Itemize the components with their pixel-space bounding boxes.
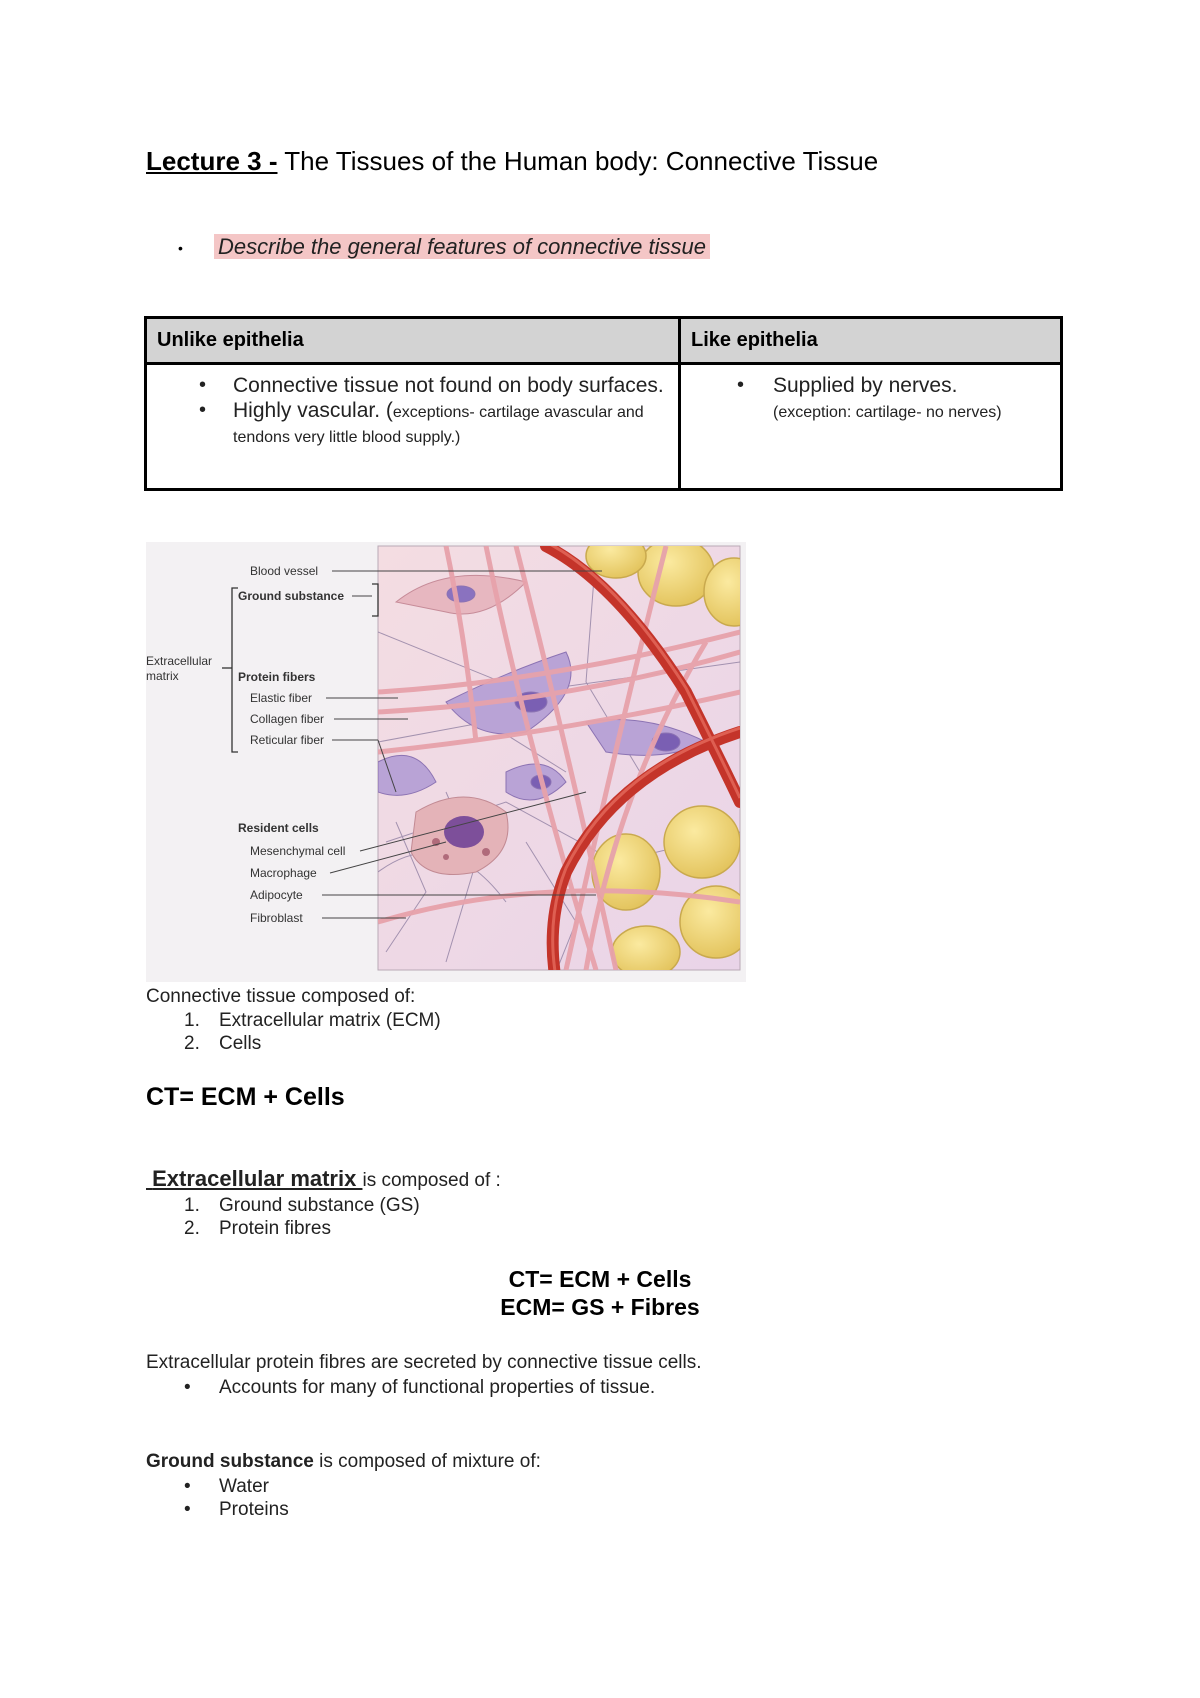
ground-substance-term: Ground substance [146, 1451, 314, 1472]
cell-unlike [146, 364, 680, 490]
equation-ct: CT= ECM + Cells [508, 1266, 692, 1292]
item-note: (exception: cartilage- no nerves) [773, 404, 1002, 421]
page-title [146, 146, 878, 177]
connective-tissue-illustration [146, 542, 746, 982]
learning-objective [178, 234, 710, 260]
item-text: Supplied by nerves. [773, 374, 958, 397]
list-item: 2. Protein fibres [184, 1218, 331, 1239]
cell-like [680, 364, 1062, 490]
item-text: Connective tissue not found on body surfaces. [233, 374, 664, 397]
unlike-list [157, 373, 668, 448]
label-collagen-fiber: Collagen fiber [250, 712, 325, 726]
list-item [691, 373, 1050, 423]
label-adipocyte: Adipocyte [250, 888, 303, 902]
list-item: 1. Ground substance (GS) [184, 1195, 420, 1216]
table-row [146, 364, 1062, 490]
label-blood-vessel: Blood vessel [250, 564, 319, 578]
list-item: • Water [146, 1475, 289, 1498]
item-text: Cells [219, 1033, 262, 1054]
ecm-term-text: Extracellular matrix [152, 1166, 363, 1191]
label-fibroblast: Fibroblast [250, 911, 303, 925]
label-extracellular-2: matrix [146, 669, 179, 683]
list-item: 1. Extracellular matrix (ECM) [184, 1010, 441, 1031]
list-item [157, 398, 668, 448]
ground-substance-intro [146, 1451, 541, 1473]
item-note: exceptions- cartilage avascular and tendons very little blood supply.) [233, 404, 644, 446]
label-reticular-fiber: Reticular fiber [250, 733, 325, 747]
composition-intro: Connective tissue composed of: [146, 986, 416, 1007]
lecture-title: The Tissues of the Human body: Connective Tissue [277, 146, 879, 176]
list-item [157, 373, 668, 398]
connective-tissue-figure [146, 542, 746, 982]
ecm-list [146, 1194, 420, 1240]
label-mesenchymal-cell: Mesenchymal cell [250, 844, 346, 858]
ecm-intro [146, 1166, 501, 1192]
label-extracellular-1: Extracellular [146, 654, 213, 668]
header-unlike-epithelia: Unlike epithelia [146, 318, 680, 364]
item-text: Ground substance (GS) [219, 1195, 420, 1216]
label-ground-substance: Ground substance [238, 589, 345, 603]
ct-equation: CT= ECM + Cells [146, 1083, 345, 1111]
like-list [691, 373, 1050, 423]
list-item: • Proteins [146, 1498, 289, 1521]
equation-ecm: ECM= GS + Fibres [500, 1294, 700, 1320]
label-macrophage: Macrophage [250, 866, 317, 880]
objective-highlight: Describe the general features of connective tissue [214, 234, 710, 259]
fibres-text: Extracellular protein fibres are secreted by connective tissue cells. [146, 1352, 702, 1373]
list-item: 2. Cells [184, 1033, 262, 1054]
ground-substance-rest: is composed of mixture of: [313, 1451, 541, 1472]
ecm-term [146, 1166, 362, 1191]
bullet-icon: • [178, 240, 183, 257]
label-resident-cells: Resident cells [238, 821, 319, 835]
table-header-row [146, 318, 1062, 364]
item-text: Protein fibres [219, 1218, 331, 1239]
label-protein-fibers: Protein fibers [238, 670, 316, 684]
item-text: Highly vascular. ( [233, 399, 393, 422]
comparison-table [144, 316, 1063, 491]
ecm-rest: is composed of : [362, 1170, 501, 1191]
ground-substance-list [146, 1475, 289, 1521]
fibres-list [146, 1376, 655, 1399]
composition-list [146, 1009, 441, 1055]
list-item: • Accounts for many of functional properties of tissue. [146, 1376, 655, 1399]
label-elastic-fiber: Elastic fiber [250, 691, 313, 705]
item-text: Extracellular matrix (ECM) [219, 1010, 441, 1031]
lecture-number: Lecture 3 - [146, 146, 278, 176]
header-like-epithelia: Like epithelia [680, 318, 1062, 364]
